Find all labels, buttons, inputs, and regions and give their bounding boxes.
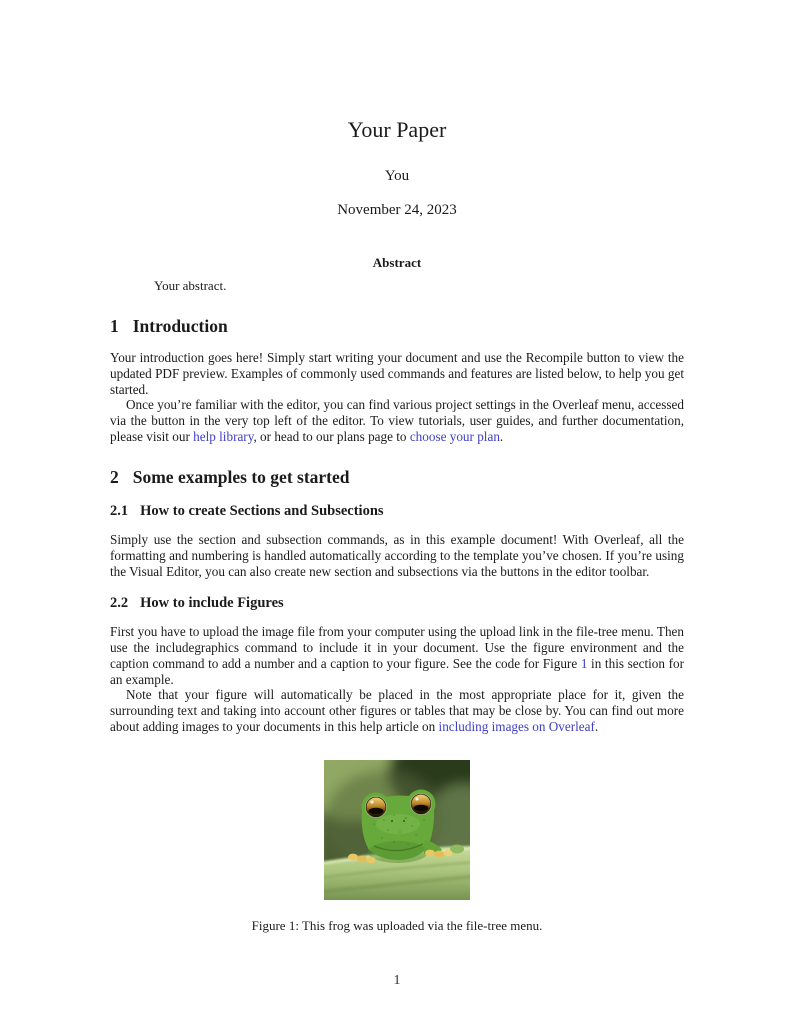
subsection-2-1-heading xyxy=(110,504,684,520)
abstract-text: Your abstract. xyxy=(154,278,227,294)
figure-1-caption: Figure 1: This frog was uploaded via the file-tree menu. xyxy=(251,917,543,933)
figures-paragraph-1 xyxy=(110,624,684,687)
figures-p2-text-1: Note that your figure will automatically be placed in the most appropriate place for it, given the surrounding text and taking into account other figures or tables that may be close by. You can find out more about adding images to your documents in this help article on xyxy=(110,687,684,735)
subsection-2-2-number: 2.2 xyxy=(110,595,129,612)
abstract-section xyxy=(110,255,684,294)
figures-p1-text-1: First you have to upload the image file from your computer using the upload link in the file-tree menu. Then use the includegraphics command to include it in your document. Use the figure environment and the caption command to add a number and a caption to your figure. See the code for Figure xyxy=(110,624,684,671)
abstract-heading: Abstract xyxy=(372,255,422,271)
intro-p2-text-3: . xyxy=(499,428,504,444)
choose-your-plan-link[interactable]: choose your plan xyxy=(409,428,500,444)
section-1-number: 1 xyxy=(110,315,119,336)
section-1-heading xyxy=(110,317,684,336)
section-2-title: Some examples to get started xyxy=(132,466,350,487)
intro-paragraph-1: Your introduction goes here! Simply start writing your document and use the Recompile button to view the updated PDF preview. Examples of commonly used commands and features are listed below, to help you get started. xyxy=(110,349,684,397)
section-1-title: Introduction xyxy=(132,315,228,336)
figures-p1-text-2: in this section for an example. xyxy=(110,655,684,687)
subsection-2-2-heading xyxy=(110,596,684,612)
sections-paragraph: Simply use the section and subsection commands, as in this example document! With Overleaf, all the formatting and numbering is handled automatically according to the template you’ve chosen. If you’re using the Visual Editor, you can also create new section and subsections via the buttons in the editor toolbar. xyxy=(110,531,684,579)
page-number: 1 xyxy=(393,972,401,987)
including-images-link[interactable]: including images on Overleaf xyxy=(438,719,595,735)
paper-title: Your Paper xyxy=(347,117,447,142)
intro-p2-text-2: , or head to our plans page to xyxy=(253,428,410,444)
subsection-2-1-number: 2.1 xyxy=(110,502,129,519)
intro-p2-text-1: Once you’re familiar with the editor, you can find various project settings in the Overleaf menu, accessed via the button in the very top left of the editor. To view tutorials, user guides, and further documentation, please visit our xyxy=(110,397,684,444)
section-2-heading xyxy=(110,468,684,487)
paper-date: November 24, 2023 xyxy=(337,202,457,219)
figure-1 xyxy=(110,760,684,934)
subsection-2-2-title: How to include Figures xyxy=(140,595,284,612)
figures-p2-text-2: . xyxy=(594,719,599,735)
frog-right-eye xyxy=(411,793,432,814)
frog-image xyxy=(324,760,470,900)
section-2-number: 2 xyxy=(110,466,119,487)
help-library-link[interactable]: help library xyxy=(193,428,254,444)
frog-left-eye xyxy=(366,796,387,817)
figures-paragraph-2 xyxy=(110,687,684,734)
figure-1-ref-link[interactable]: 1 xyxy=(580,655,588,671)
intro-paragraph-2 xyxy=(110,397,684,444)
paper-author: You xyxy=(384,168,410,185)
subsection-2-1-title: How to create Sections and Subsections xyxy=(140,502,384,519)
